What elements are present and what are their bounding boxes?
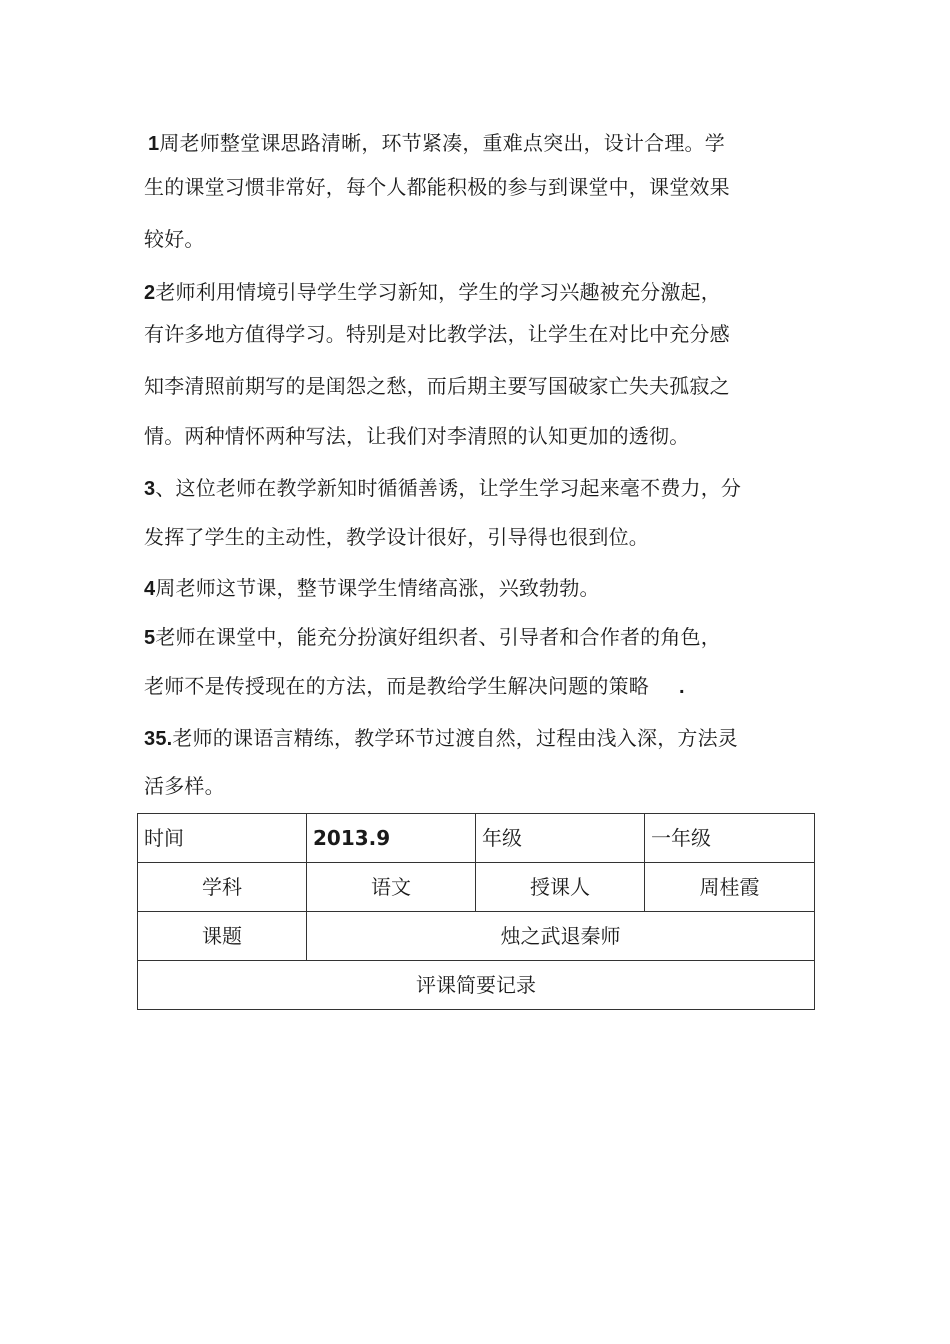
comment-1-line-3: 较好。 (144, 227, 205, 251)
comment-2-line-4: 情。两种情怀两种写法，让我们对李清照的认知更加的透彻。 (144, 424, 690, 448)
record-label: 评课简要记录 (138, 961, 815, 1010)
time-label: 时间 (138, 814, 307, 863)
comment-number: 2 (144, 282, 156, 304)
comment-6-line-2: 活多样。 (144, 774, 225, 798)
comment-number: 35. (144, 728, 173, 750)
comment-5-line-2: 老师不是传授现在的方法，而是教给学生解决问题的策略 . (144, 674, 685, 698)
topic-label: 课题 (138, 912, 307, 961)
comment-2-line-3: 知李清照前期写的是闺怨之愁，而后期主要写国破家亡失夫孤寂之 (144, 374, 730, 398)
comment-1-line-2: 生的课堂习惯非常好，每个人都能积极的参与到课堂中，课堂效果 (144, 175, 730, 199)
grade-value: 一年级 (645, 814, 815, 863)
comment-2-line-2: 有许多地方值得学习。特别是对比教学法，让学生在对比中充分感 (144, 322, 730, 346)
comment-number: 4 (144, 578, 156, 600)
time-value: 2013.9 (307, 814, 476, 863)
comment-2-line-1: 2老师利用情境引导学生学习新知，学生的学习兴趣被充分激起， (144, 280, 721, 304)
comment-5-line-1: 5老师在课堂中，能充分扮演好组织者、引导者和合作者的角色， (144, 625, 721, 649)
topic-value: 烛之武退秦师 (307, 912, 815, 961)
subject-value: 语文 (307, 863, 476, 912)
lesson-info-table (137, 813, 815, 1010)
teacher-label: 授课人 (476, 863, 645, 912)
table-row (138, 814, 815, 863)
table-row (138, 961, 815, 1010)
comment-1-line-1: 1周老师整堂课思路清晰，环节紧凑，重难点突出，设计合理。学 (148, 131, 725, 155)
table-row (138, 863, 815, 912)
comment-number: 3 (144, 478, 156, 500)
comment-6-line-1: 35.老师的课语言精练，教学环节过渡自然，过程由浅入深，方法灵 (144, 726, 739, 750)
subject-label: 学科 (138, 863, 307, 912)
comment-3-line-1: 3、这位老师在教学新知时循循善诱，让学生学习起来毫不费力，分 (144, 476, 742, 500)
comment-number: 5 (144, 627, 156, 649)
end-mark: . (679, 676, 685, 698)
comment-number: 1 (148, 133, 160, 155)
teacher-value: 周桂霞 (645, 863, 815, 912)
grade-label: 年级 (476, 814, 645, 863)
comment-4-line-1: 4周老师这节课，整节课学生情绪高涨，兴致勃勃。 (144, 576, 600, 600)
comment-3-line-2: 发挥了学生的主动性，教学设计很好，引导得也很到位。 (144, 525, 649, 549)
table-row (138, 912, 815, 961)
